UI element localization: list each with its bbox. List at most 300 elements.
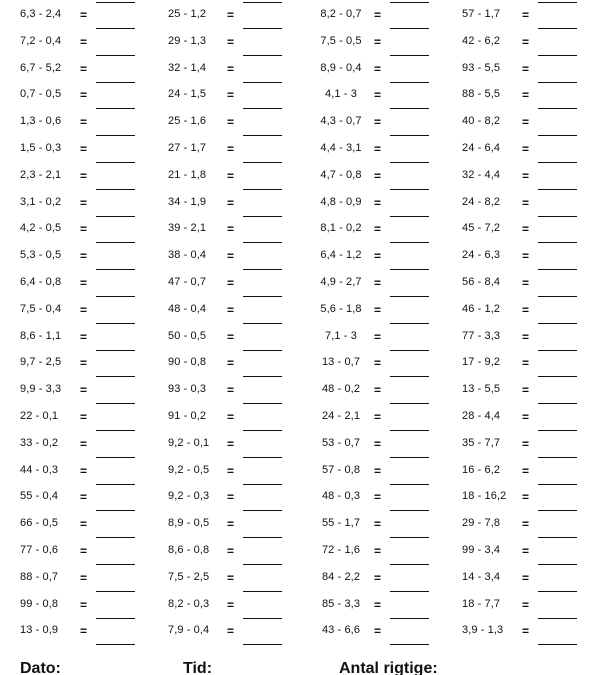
answer-blank[interactable]	[390, 350, 429, 351]
problem-row	[168, 272, 308, 299]
problem-row	[315, 192, 455, 219]
problem-expression: 56 - 8,4	[462, 275, 501, 288]
problem-row	[462, 379, 595, 406]
equals-sign: =	[80, 409, 88, 424]
problem-expression: 6,3 - 2,4	[20, 8, 62, 20]
equals-sign: =	[80, 115, 88, 130]
problem-row	[168, 138, 308, 165]
problem-expression: 24 - 8,2	[462, 195, 501, 208]
problem-expression: 93 - 0,3	[168, 383, 207, 396]
answer-blank[interactable]	[96, 296, 135, 297]
problem-row	[20, 218, 160, 245]
answer-blank[interactable]	[390, 644, 429, 645]
equals-sign: =	[227, 624, 235, 639]
problem-row	[462, 620, 595, 647]
answer-blank[interactable]	[96, 591, 135, 592]
answer-blank[interactable]	[243, 376, 282, 377]
answer-blank[interactable]	[96, 537, 135, 538]
answer-blank[interactable]	[243, 135, 282, 136]
problem-row	[315, 406, 455, 433]
equals-sign: =	[80, 302, 88, 317]
equals-sign: =	[522, 436, 530, 451]
answer-blank[interactable]	[243, 618, 282, 619]
problem-expression: 16 - 6,2	[462, 463, 501, 476]
answer-blank[interactable]	[390, 537, 429, 538]
problem-expression: 8,9 - 0,5	[168, 517, 210, 530]
answer-blank[interactable]	[538, 350, 577, 351]
problem-row	[168, 299, 308, 326]
problem-row	[168, 111, 308, 138]
problem-expression: 4,8 - 0,9	[320, 195, 362, 208]
equals-sign: =	[522, 222, 530, 237]
equals-sign: =	[227, 463, 235, 478]
answer-blank[interactable]	[96, 644, 135, 645]
problem-row	[315, 245, 455, 272]
answer-blank[interactable]	[96, 242, 135, 243]
answer-blank[interactable]	[96, 55, 135, 56]
answer-blank[interactable]	[243, 162, 282, 163]
answer-blank[interactable]	[390, 28, 429, 29]
problem-row	[315, 31, 455, 58]
answer-blank[interactable]	[538, 510, 577, 511]
problem-row	[315, 165, 455, 192]
answer-blank[interactable]	[538, 376, 577, 377]
equals-sign: =	[374, 597, 382, 612]
answer-blank[interactable]	[243, 537, 282, 538]
problem-expression: 42 - 6,2	[462, 34, 501, 47]
equals-sign: =	[374, 115, 382, 130]
equals-sign: =	[374, 141, 382, 156]
equals-sign: =	[80, 517, 88, 532]
equals-sign: =	[522, 195, 530, 210]
equals-sign: =	[522, 624, 530, 639]
problem-expression: 1,5 - 0,3	[20, 141, 62, 154]
answer-blank[interactable]	[96, 323, 135, 324]
answer-blank[interactable]	[538, 82, 577, 83]
answer-blank[interactable]	[96, 510, 135, 511]
problem-expression: 24 - 1,5	[168, 88, 207, 101]
problem-row	[315, 594, 455, 621]
answer-blank[interactable]	[538, 28, 577, 29]
equals-sign: =	[80, 329, 88, 344]
answer-blank[interactable]	[243, 350, 282, 351]
top-answer-line	[96, 2, 135, 3]
answer-blank[interactable]	[538, 55, 577, 56]
equals-sign: =	[227, 570, 235, 585]
problem-expression: 40 - 8,2	[462, 115, 501, 128]
equals-sign: =	[227, 168, 235, 183]
answer-blank[interactable]	[96, 28, 135, 29]
problem-row	[168, 245, 308, 272]
problem-row	[168, 620, 308, 647]
answer-blank[interactable]	[96, 162, 135, 163]
answer-blank[interactable]	[96, 403, 135, 404]
problem-expression: 38 - 0,4	[168, 249, 207, 262]
problem-expression: 24 - 6,4	[462, 141, 501, 154]
equals-sign: =	[80, 490, 88, 505]
equals-sign: =	[227, 34, 235, 49]
problem-row	[315, 58, 455, 85]
problem-expression: 22 - 0,1	[20, 409, 59, 422]
answer-blank[interactable]	[243, 82, 282, 83]
answer-blank[interactable]	[96, 350, 135, 351]
answer-blank[interactable]	[243, 430, 282, 431]
problem-expression: 9,2 - 0,1	[168, 436, 210, 449]
equals-sign: =	[80, 624, 88, 639]
equals-sign: =	[522, 141, 530, 156]
problem-row	[168, 31, 308, 58]
equals-sign: =	[80, 570, 88, 585]
problem-row	[462, 460, 595, 487]
problem-expression: 7,5 - 0,4	[20, 302, 62, 315]
problem-row	[462, 433, 595, 460]
problem-expression: 88 - 0,7	[20, 570, 59, 583]
answer-blank[interactable]	[96, 108, 135, 109]
problem-row	[168, 4, 308, 31]
problem-expression: 88 - 5,5	[462, 88, 501, 101]
problem-row	[315, 84, 455, 111]
equals-sign: =	[227, 115, 235, 130]
problem-expression: 91 - 0,2	[168, 409, 207, 422]
answer-blank[interactable]	[538, 644, 577, 645]
problem-expression: 7,5 - 2,5	[168, 570, 210, 583]
problem-row	[20, 620, 160, 647]
problem-row	[20, 245, 160, 272]
problem-expression: 57 - 1,7	[462, 8, 501, 20]
top-answer-line	[243, 2, 282, 3]
answer-blank[interactable]	[390, 82, 429, 83]
equals-sign: =	[80, 597, 88, 612]
problem-row	[20, 326, 160, 353]
equals-sign: =	[227, 222, 235, 237]
problem-expression: 35 - 7,7	[462, 436, 501, 449]
equals-sign: =	[374, 8, 382, 22]
answer-blank[interactable]	[243, 269, 282, 270]
problem-row	[315, 218, 455, 245]
answer-blank[interactable]	[243, 189, 282, 190]
answer-blank[interactable]	[538, 323, 577, 324]
problem-expression: 28 - 4,4	[462, 409, 501, 422]
answer-blank[interactable]	[390, 591, 429, 592]
equals-sign: =	[374, 34, 382, 49]
answer-blank[interactable]	[243, 296, 282, 297]
problem-row	[315, 138, 455, 165]
problem-expression: 4,1 - 3	[325, 88, 357, 101]
equals-sign: =	[227, 490, 235, 505]
problem-row	[315, 379, 455, 406]
problem-expression: 99 - 3,4	[462, 543, 501, 556]
problem-row	[315, 111, 455, 138]
answer-blank[interactable]	[243, 484, 282, 485]
answer-blank[interactable]	[390, 55, 429, 56]
equals-sign: =	[374, 490, 382, 505]
problem-expression: 5,6 - 1,8	[320, 302, 362, 315]
problem-row	[462, 245, 595, 272]
problem-row	[20, 84, 160, 111]
equals-sign: =	[374, 383, 382, 398]
problem-row	[168, 460, 308, 487]
equals-sign: =	[522, 597, 530, 612]
equals-sign: =	[522, 249, 530, 264]
answer-blank[interactable]	[538, 242, 577, 243]
problem-row	[20, 299, 160, 326]
problem-expression: 8,2 - 0,3	[168, 597, 210, 610]
problem-expression: 8,1 - 0,2	[320, 222, 362, 235]
answer-blank[interactable]	[96, 189, 135, 190]
problem-row	[168, 326, 308, 353]
problem-expression: 4,7 - 0,8	[320, 168, 362, 181]
answer-blank[interactable]	[96, 564, 135, 565]
problem-row	[462, 272, 595, 299]
answer-blank[interactable]	[538, 457, 577, 458]
equals-sign: =	[227, 141, 235, 156]
problem-expression: 25 - 1,6	[168, 115, 207, 128]
problem-expression: 6,4 - 1,2	[320, 249, 362, 262]
equals-sign: =	[227, 543, 235, 558]
problem-expression: 7,2 - 0,4	[20, 34, 62, 47]
equals-sign: =	[522, 88, 530, 103]
equals-sign: =	[227, 383, 235, 398]
problem-expression: 13 - 5,5	[462, 383, 501, 396]
problem-row	[20, 352, 160, 379]
problem-expression: 9,9 - 3,3	[20, 383, 62, 396]
problem-expression: 0,7 - 0,5	[20, 88, 62, 101]
problem-row	[168, 540, 308, 567]
equals-sign: =	[227, 597, 235, 612]
problem-expression: 4,9 - 2,7	[320, 275, 362, 288]
equals-sign: =	[80, 141, 88, 156]
equals-sign: =	[80, 61, 88, 76]
problem-expression: 25 - 1,2	[168, 8, 207, 20]
problem-row	[168, 352, 308, 379]
problem-expression: 55 - 0,4	[20, 490, 59, 503]
answer-blank[interactable]	[243, 510, 282, 511]
equals-sign: =	[374, 517, 382, 532]
equals-sign: =	[374, 195, 382, 210]
equals-sign: =	[227, 195, 235, 210]
answer-blank[interactable]	[390, 376, 429, 377]
answer-blank[interactable]	[538, 216, 577, 217]
answer-blank[interactable]	[538, 162, 577, 163]
problem-expression: 34 - 1,9	[168, 195, 207, 208]
equals-sign: =	[227, 88, 235, 103]
answer-blank[interactable]	[390, 618, 429, 619]
equals-sign: =	[522, 168, 530, 183]
answer-blank[interactable]	[243, 564, 282, 565]
problem-expression: 7,5 - 0,5	[320, 34, 362, 47]
equals-sign: =	[374, 570, 382, 585]
equals-sign: =	[227, 302, 235, 317]
answer-blank[interactable]	[390, 430, 429, 431]
answer-blank[interactable]	[390, 189, 429, 190]
equals-sign: =	[80, 383, 88, 398]
problem-expression: 9,2 - 0,5	[168, 463, 210, 476]
answer-blank[interactable]	[390, 457, 429, 458]
answer-blank[interactable]	[538, 537, 577, 538]
problem-row	[168, 58, 308, 85]
problem-row	[462, 513, 595, 540]
problem-expression: 6,7 - 5,2	[20, 61, 62, 74]
answer-blank[interactable]	[243, 242, 282, 243]
problem-row	[315, 567, 455, 594]
answer-blank[interactable]	[390, 242, 429, 243]
answer-blank[interactable]	[96, 269, 135, 270]
problem-expression: 9,2 - 0,3	[168, 490, 210, 503]
problem-expression: 48 - 0,4	[168, 302, 207, 315]
answer-blank[interactable]	[538, 269, 577, 270]
answer-blank[interactable]	[390, 162, 429, 163]
problem-row	[20, 165, 160, 192]
equals-sign: =	[374, 463, 382, 478]
problem-expression: 1,3 - 0,6	[20, 115, 62, 128]
problem-row	[20, 567, 160, 594]
problem-row	[462, 352, 595, 379]
equals-sign: =	[522, 61, 530, 76]
problem-expression: 45 - 7,2	[462, 222, 501, 235]
equals-sign: =	[374, 302, 382, 317]
problem-expression: 84 - 2,2	[321, 570, 361, 583]
answer-blank[interactable]	[243, 323, 282, 324]
problem-expression: 4,4 - 3,1	[320, 141, 362, 154]
problem-expression: 2,3 - 2,1	[20, 168, 62, 181]
answer-blank[interactable]	[538, 564, 577, 565]
problem-row	[462, 326, 595, 353]
answer-blank[interactable]	[538, 618, 577, 619]
answer-blank[interactable]	[538, 108, 577, 109]
answer-blank[interactable]	[96, 216, 135, 217]
problem-expression: 32 - 4,4	[462, 168, 501, 181]
answer-blank[interactable]	[390, 323, 429, 324]
answer-blank[interactable]	[96, 618, 135, 619]
answer-blank[interactable]	[243, 55, 282, 56]
equals-sign: =	[522, 570, 530, 585]
problem-expression: 48 - 0,2	[321, 383, 361, 396]
problem-row	[462, 58, 595, 85]
answer-blank[interactable]	[538, 135, 577, 136]
problem-row	[168, 486, 308, 513]
answer-blank[interactable]	[390, 403, 429, 404]
equals-sign: =	[374, 436, 382, 451]
answer-blank[interactable]	[96, 457, 135, 458]
equals-sign: =	[227, 329, 235, 344]
problem-row	[462, 31, 595, 58]
equals-sign: =	[80, 543, 88, 558]
problem-row	[168, 594, 308, 621]
answer-blank[interactable]	[390, 484, 429, 485]
equals-sign: =	[522, 409, 530, 424]
equals-sign: =	[374, 222, 382, 237]
problem-row	[462, 594, 595, 621]
problem-expression: 48 - 0,3	[321, 490, 361, 503]
equals-sign: =	[374, 409, 382, 424]
answer-blank[interactable]	[390, 510, 429, 511]
problem-row	[315, 433, 455, 460]
problem-expression: 99 - 0,8	[20, 597, 59, 610]
answer-blank[interactable]	[538, 430, 577, 431]
answer-blank[interactable]	[243, 216, 282, 217]
problem-row	[315, 540, 455, 567]
answer-blank[interactable]	[243, 644, 282, 645]
problem-expression: 18 - 7,7	[462, 597, 501, 610]
problem-expression: 55 - 1,7	[321, 517, 361, 530]
equals-sign: =	[227, 8, 235, 22]
problem-expression: 46 - 1,2	[462, 302, 501, 315]
equals-sign: =	[80, 168, 88, 183]
problem-expression: 93 - 5,5	[462, 61, 501, 74]
problem-expression: 53 - 0,7	[321, 436, 361, 449]
problem-expression: 14 - 3,4	[462, 570, 501, 583]
answer-blank[interactable]	[390, 135, 429, 136]
problem-expression: 17 - 9,2	[462, 356, 501, 369]
problem-expression: 9,7 - 2,5	[20, 356, 62, 369]
problem-row	[168, 218, 308, 245]
equals-sign: =	[374, 168, 382, 183]
answer-blank[interactable]	[243, 108, 282, 109]
answer-blank[interactable]	[390, 296, 429, 297]
answer-blank[interactable]	[538, 591, 577, 592]
answer-blank[interactable]	[538, 296, 577, 297]
answer-blank[interactable]	[96, 376, 135, 377]
equals-sign: =	[227, 436, 235, 451]
equals-sign: =	[227, 249, 235, 264]
equals-sign: =	[522, 8, 530, 22]
problem-row	[315, 513, 455, 540]
answer-blank[interactable]	[96, 82, 135, 83]
equals-sign: =	[80, 249, 88, 264]
answer-blank[interactable]	[243, 403, 282, 404]
answer-blank[interactable]	[538, 189, 577, 190]
answer-blank[interactable]	[538, 403, 577, 404]
answer-blank[interactable]	[96, 430, 135, 431]
answer-blank[interactable]	[243, 28, 282, 29]
problem-row	[20, 31, 160, 58]
problem-row	[462, 84, 595, 111]
equals-sign: =	[227, 275, 235, 290]
answer-blank[interactable]	[243, 591, 282, 592]
answer-blank[interactable]	[390, 564, 429, 565]
problem-row	[315, 620, 455, 647]
answer-blank[interactable]	[390, 216, 429, 217]
problem-expression: 29 - 7,8	[462, 517, 501, 530]
answer-blank[interactable]	[390, 108, 429, 109]
problem-row	[315, 460, 455, 487]
equals-sign: =	[522, 463, 530, 478]
equals-sign: =	[374, 249, 382, 264]
problem-row	[462, 111, 595, 138]
equals-sign: =	[374, 624, 382, 639]
problem-row	[168, 433, 308, 460]
problem-expression: 5,3 - 0,5	[20, 249, 62, 262]
problem-row	[462, 4, 595, 31]
problem-expression: 85 - 3,3	[321, 597, 361, 610]
answer-blank[interactable]	[243, 457, 282, 458]
answer-blank[interactable]	[96, 135, 135, 136]
equals-sign: =	[522, 517, 530, 532]
problem-expression: 7,9 - 0,4	[168, 624, 210, 637]
problem-expression: 90 - 0,8	[168, 356, 207, 369]
problem-expression: 29 - 1,3	[168, 34, 207, 47]
date-label: Dato:	[20, 660, 61, 675]
equals-sign: =	[80, 356, 88, 371]
problem-row	[462, 165, 595, 192]
answer-blank[interactable]	[390, 269, 429, 270]
answer-blank[interactable]	[96, 484, 135, 485]
equals-sign: =	[80, 275, 88, 290]
problem-row	[462, 540, 595, 567]
problem-row	[315, 299, 455, 326]
problem-expression: 72 - 1,6	[321, 543, 361, 556]
answer-blank[interactable]	[538, 484, 577, 485]
